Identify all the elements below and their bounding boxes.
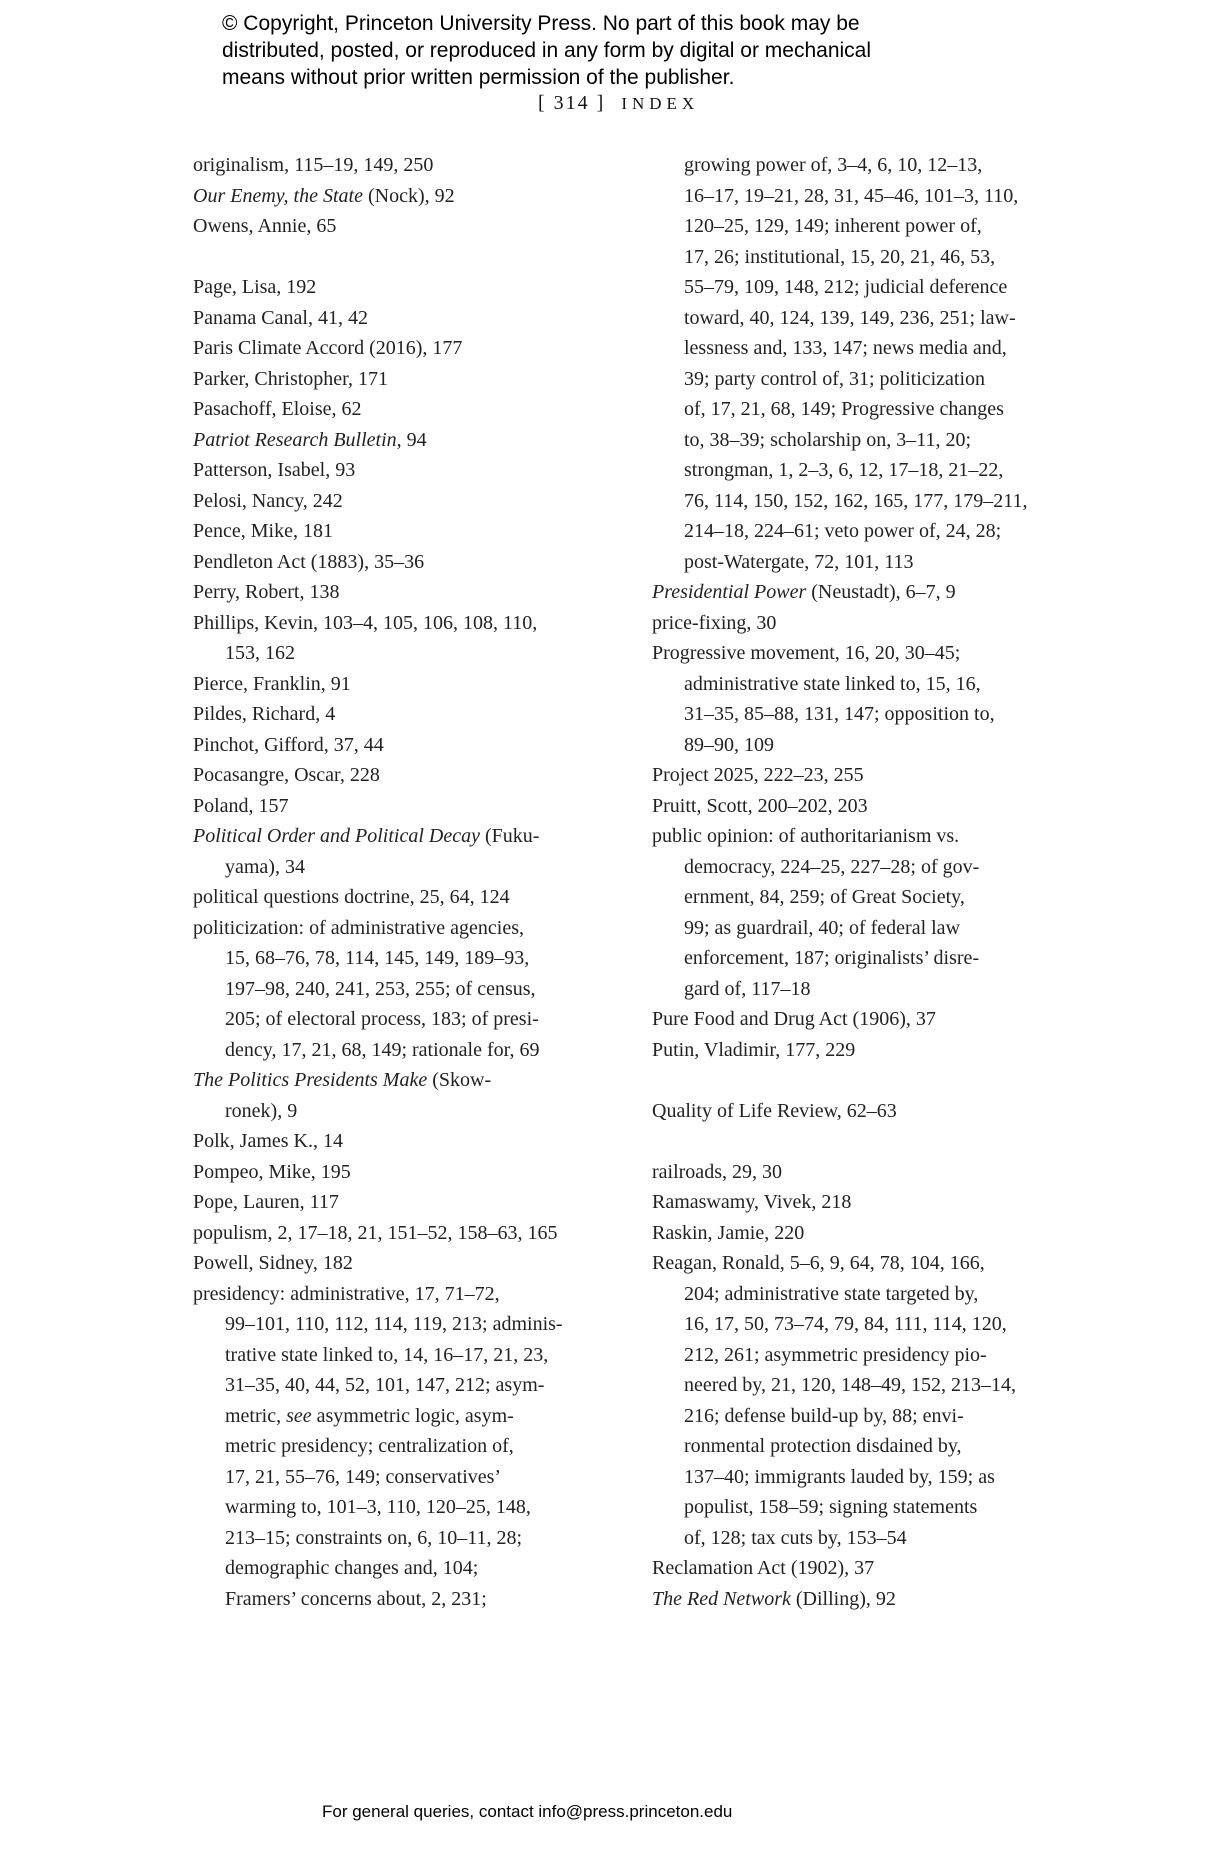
index-text: 31–35, 85–88, 131, 147; opposition to,	[684, 703, 995, 725]
index-text: Pierce, Franklin, 91	[193, 672, 351, 695]
index-entry-line	[652, 242, 1112, 273]
index-text: toward, 40, 124, 139, 149, 236, 251; law-	[684, 306, 1016, 329]
index-entry-line	[652, 425, 1112, 456]
index-text: strongman, 1, 2–3, 6, 12, 17–18, 21–22,	[684, 459, 1004, 481]
index-entry-line	[652, 455, 1112, 486]
index-entry-line	[193, 852, 653, 883]
index-entry-line	[193, 303, 653, 334]
index-text: growing power of, 3–4, 6, 10, 12–13,	[684, 154, 983, 176]
copyright-line-2: distributed, posted, or reproduced in any form by digital or mechanical	[222, 39, 872, 62]
index-entry-line	[193, 1553, 653, 1584]
index-text: dency, 17, 21, 68, 149; rationale for, 69	[225, 1038, 540, 1061]
index-text: originalism, 115–19, 149, 250	[193, 154, 434, 176]
index-text: 216; defense build-up by, 88; envi-	[684, 1404, 964, 1427]
index-text: Polk, James K., 14	[193, 1130, 343, 1152]
index-entry-line	[193, 1157, 653, 1188]
index-entry-line	[193, 1523, 653, 1554]
index-text: populism, 2, 17–18, 21, 151–52, 158–63, 165	[193, 1221, 558, 1244]
index-text: Patterson, Isabel, 93	[193, 459, 356, 481]
index-text: Framers’ concerns about, 2, 231;	[225, 1587, 487, 1610]
index-text: to, 38–39; scholarship on, 3–11, 20;	[684, 428, 972, 451]
copyright-line-3: means without prior written permission of the publisher.	[222, 66, 735, 89]
index-entry-line	[193, 547, 653, 578]
index-entry-line	[652, 669, 1112, 700]
footer-contact: For general queries, contact info@press.princeton.edu	[322, 1802, 733, 1821]
index-text: price-fixing, 30	[652, 611, 777, 634]
index-text: politicization: of administrative agencies,	[193, 916, 525, 939]
index-text: 213–15; constraints on, 6, 10–11, 28;	[225, 1526, 523, 1549]
index-text: Pompeo, Mike, 195	[193, 1160, 351, 1183]
index-entry-line	[193, 1340, 653, 1371]
index-text: Reclamation Act (1902), 37	[652, 1557, 875, 1579]
index-text: Pocasangre, Oscar, 228	[193, 764, 380, 786]
index-text: Quality of Life Review, 62–63	[652, 1099, 897, 1122]
index-entry-line	[193, 455, 653, 486]
index-text: 89–90, 109	[684, 733, 774, 756]
index-entry-line	[652, 1462, 1112, 1493]
index-text: Reagan, Ronald, 5–6, 9, 64, 78, 104, 166,	[652, 1252, 985, 1274]
index-entry-line	[652, 364, 1112, 395]
index-text: (Nock), 92	[362, 184, 455, 207]
index-text-italic: Presidential Power	[652, 581, 807, 603]
index-text: Pope, Lauren, 117	[193, 1191, 339, 1213]
index-entry-line	[652, 882, 1112, 913]
index-text: 99; as guardrail, 40; of federal law	[684, 916, 961, 939]
index-blank-line	[652, 1065, 1112, 1096]
index-text: Pelosi, Nancy, 242	[193, 489, 343, 512]
index-entry-line	[193, 821, 653, 852]
index-entry-line	[652, 1523, 1112, 1554]
index-text: (Fuku-	[479, 825, 540, 847]
index-entry-line	[193, 1431, 653, 1462]
index-entry-line	[652, 608, 1112, 639]
index-entry-line	[193, 1035, 653, 1066]
index-entry-line	[652, 791, 1112, 822]
index-entry-line	[652, 272, 1112, 303]
index-text: Panama Canal, 41, 42	[193, 306, 368, 329]
index-text: Pure Food and Drug Act (1906), 37	[652, 1008, 936, 1030]
index-entry-line	[193, 1004, 653, 1035]
index-entry-line	[193, 791, 653, 822]
index-entry-line	[193, 1462, 653, 1493]
index-blank-line	[652, 1126, 1112, 1157]
index-entry-line	[193, 913, 653, 944]
index-entry-line	[652, 577, 1112, 608]
index-text: railroads, 29, 30	[652, 1160, 782, 1183]
index-text-italic: The Red Network	[652, 1587, 791, 1610]
index-entry-line	[193, 760, 653, 791]
index-text: Putin, Vladimir, 177, 229	[652, 1038, 856, 1061]
index-text: Phillips, Kevin, 103–4, 105, 106, 108, 110,	[193, 611, 538, 634]
index-entry-line	[193, 1401, 653, 1432]
index-text: 31–35, 40, 44, 52, 101, 147, 212; asym-	[225, 1374, 545, 1396]
index-entry-line	[193, 1065, 653, 1096]
index-text: 16–17, 19–21, 28, 31, 45–46, 101–3, 110,	[684, 184, 1019, 207]
index-text: 205; of electoral process, 183; of presi-	[225, 1008, 539, 1030]
index-entry-line	[652, 1157, 1112, 1188]
index-text: Owens, Annie, 65	[193, 215, 337, 237]
index-entry-line	[193, 181, 653, 212]
index-entry-line	[652, 181, 1112, 212]
index-entry-line	[652, 1492, 1112, 1523]
index-text: (Dilling), 92	[790, 1587, 896, 1610]
index-entry-line	[652, 1218, 1112, 1249]
index-text: 76, 114, 150, 152, 162, 165, 177, 179–211,	[684, 489, 1028, 512]
index-entry-line	[193, 425, 653, 456]
index-entry-line	[652, 211, 1112, 242]
index-entry-line	[193, 272, 653, 303]
index-text: Project 2025, 222–23, 255	[652, 764, 864, 786]
index-text: ronmental protection disdained by,	[684, 1435, 962, 1457]
index-entry-line	[193, 943, 653, 974]
index-entry-line	[652, 1584, 1112, 1615]
index-entry-line	[652, 1401, 1112, 1432]
index-column-left	[193, 150, 653, 1614]
index-text: lessness and, 133, 147; news media and,	[684, 337, 1007, 359]
index-text: Pence, Mike, 181	[193, 520, 333, 542]
index-entry-line	[652, 1187, 1112, 1218]
index-text: (Skow-	[427, 1069, 492, 1091]
index-text: post-Watergate, 72, 101, 113	[684, 550, 914, 573]
index-entry-line	[652, 1279, 1112, 1310]
index-text: Progressive movement, 16, 20, 30–45;	[652, 642, 961, 664]
index-entry-line	[193, 150, 653, 181]
index-text: warming to, 101–3, 110, 120–25, 148,	[225, 1496, 531, 1518]
index-text: of, 17, 21, 68, 149; Progressive changes	[684, 398, 1004, 420]
index-entry-line	[652, 730, 1112, 761]
index-entry-line	[193, 577, 653, 608]
index-text: asymmetric logic, asym-	[311, 1404, 514, 1427]
index-entry-line	[652, 333, 1112, 364]
index-entry-line	[193, 1584, 653, 1615]
index-text: 137–40; immigrants lauded by, 159; as	[684, 1465, 995, 1488]
index-text: Pinchot, Gifford, 37, 44	[193, 733, 384, 756]
index-text: Raskin, Jamie, 220	[652, 1221, 805, 1244]
index-entry-line	[652, 974, 1112, 1005]
index-entry-line	[652, 699, 1112, 730]
index-text: of, 128; tax cuts by, 153–54	[684, 1526, 907, 1549]
index-text: Pendleton Act (1883), 35–36	[193, 550, 425, 573]
index-text: 197–98, 240, 241, 253, 255; of census,	[225, 977, 536, 1000]
index-entry-line	[652, 1370, 1112, 1401]
index-entry-line	[193, 669, 653, 700]
index-text: 204; administrative state targeted by,	[684, 1282, 979, 1305]
index-text: , 94	[396, 428, 427, 451]
index-entry-line	[652, 760, 1112, 791]
index-entry-line	[652, 486, 1112, 517]
index-entry-line	[193, 1187, 653, 1218]
index-entry-line	[652, 1004, 1112, 1035]
index-entry-line	[193, 1492, 653, 1523]
index-text: ernment, 84, 259; of Great Society,	[684, 886, 965, 908]
index-entry-line	[193, 1370, 653, 1401]
index-text: Pildes, Richard, 4	[193, 703, 336, 725]
index-text: 120–25, 129, 149; inherent power of,	[684, 215, 982, 237]
index-entry-line	[193, 699, 653, 730]
index-entry-line	[193, 333, 653, 364]
index-text: populist, 158–59; signing statements	[684, 1496, 978, 1518]
index-blank-line	[193, 242, 653, 273]
index-text: 16, 17, 50, 73–74, 79, 84, 111, 114, 120,	[684, 1313, 1007, 1335]
index-entry-line	[652, 638, 1112, 669]
index-entry-line	[193, 394, 653, 425]
index-entry-line	[652, 394, 1112, 425]
index-entry-line	[193, 516, 653, 547]
index-text: presidency: administrative, 17, 71–72,	[193, 1282, 500, 1305]
index-text: Parker, Christopher, 171	[193, 367, 389, 390]
index-text: enforcement, 187; originalists’ disre-	[684, 947, 980, 969]
index-entry-line	[652, 303, 1112, 334]
index-text: gard of, 117–18	[684, 977, 811, 1000]
index-text: 55–79, 109, 148, 212; judicial deference	[684, 276, 1008, 298]
index-text-italic: Our Enemy, the State	[193, 184, 363, 207]
index-entry-line	[193, 1279, 653, 1310]
index-text: Perry, Robert, 138	[193, 581, 340, 603]
index-entry-line	[193, 364, 653, 395]
index-entry-line	[193, 486, 653, 517]
index-text-italic: The Politics Presidents Make	[193, 1069, 428, 1091]
index-entry-line	[193, 1126, 653, 1157]
index-text: democracy, 224–25, 227–28; of gov-	[684, 855, 980, 878]
index-entry-line	[193, 608, 653, 639]
page-number: [ 314 ]	[538, 92, 606, 114]
index-entry-line	[652, 1553, 1112, 1584]
index-text: public opinion: of authoritarianism vs.	[652, 825, 960, 847]
index-text: trative state linked to, 14, 16–17, 21, 23,	[225, 1343, 549, 1366]
index-text-italic: see	[286, 1404, 312, 1427]
index-text: Pruitt, Scott, 200–202, 203	[652, 794, 868, 817]
index-text: 212, 261; asymmetric presidency pio-	[684, 1343, 987, 1366]
index-text: metric presidency; centralization of,	[225, 1435, 514, 1457]
page-header	[538, 92, 699, 115]
index-text: demographic changes and, 104;	[225, 1557, 479, 1579]
index-entry-line	[652, 821, 1112, 852]
index-entry-line	[652, 1309, 1112, 1340]
index-entry-line	[193, 638, 653, 669]
index-text: 99–101, 110, 112, 114, 119, 213; adminis-	[225, 1313, 563, 1335]
index-text: ronek), 9	[225, 1099, 298, 1122]
index-entry-line	[652, 1096, 1112, 1127]
index-text: Ramaswamy, Vivek, 218	[652, 1191, 852, 1213]
index-entry-line	[193, 974, 653, 1005]
index-text: Page, Lisa, 192	[193, 276, 317, 298]
index-column-right	[652, 150, 1112, 1614]
index-entry-line	[193, 1218, 653, 1249]
index-entry-line	[193, 211, 653, 242]
index-entry-line	[193, 882, 653, 913]
index-text: political questions doctrine, 25, 64, 124	[193, 886, 510, 908]
index-text: 15, 68–76, 78, 114, 145, 149, 189–93,	[225, 947, 530, 969]
index-text: neered by, 21, 120, 148–49, 152, 213–14,	[684, 1374, 1016, 1396]
index-entry-line	[193, 1248, 653, 1279]
index-text: 17, 21, 55–76, 149; conservatives’	[225, 1465, 502, 1488]
index-entry-line	[193, 730, 653, 761]
copyright-notice	[222, 10, 871, 91]
running-head: INDEX	[621, 94, 700, 113]
index-text: Paris Climate Accord (2016), 177	[193, 337, 463, 359]
copyright-line-1: © Copyright, Princeton University Press. No part of this book may be	[222, 12, 860, 35]
index-text: Powell, Sidney, 182	[193, 1252, 353, 1274]
index-text: 153, 162	[225, 642, 295, 664]
index-entry-line	[652, 1248, 1112, 1279]
index-entry-line	[652, 943, 1112, 974]
index-entry-line	[193, 1309, 653, 1340]
index-text: Poland, 157	[193, 794, 289, 817]
index-entry-line	[652, 852, 1112, 883]
index-text: yama), 34	[225, 855, 305, 878]
index-entry-line	[652, 1340, 1112, 1371]
index-text-italic: Patriot Research Bulletin	[193, 428, 397, 451]
index-entry-line	[652, 150, 1112, 181]
index-entry-line	[193, 1096, 653, 1127]
index-text: 17, 26; institutional, 15, 20, 21, 46, 53,	[684, 245, 996, 268]
index-text: 214–18, 224–61; veto power of, 24, 28;	[684, 520, 1002, 542]
index-text: metric,	[225, 1404, 287, 1427]
index-entry-line	[652, 1431, 1112, 1462]
index-entry-line	[652, 547, 1112, 578]
index-entry-line	[652, 1035, 1112, 1066]
index-text: 39; party control of, 31; politicization	[684, 367, 986, 390]
index-text-italic: Political Order and Political Decay	[193, 825, 480, 847]
index-entry-line	[652, 913, 1112, 944]
index-text: Pasachoff, Eloise, 62	[193, 398, 362, 420]
index-text: (Neustadt), 6–7, 9	[806, 581, 956, 603]
index-entry-line	[652, 516, 1112, 547]
index-text: administrative state linked to, 15, 16,	[684, 672, 981, 695]
